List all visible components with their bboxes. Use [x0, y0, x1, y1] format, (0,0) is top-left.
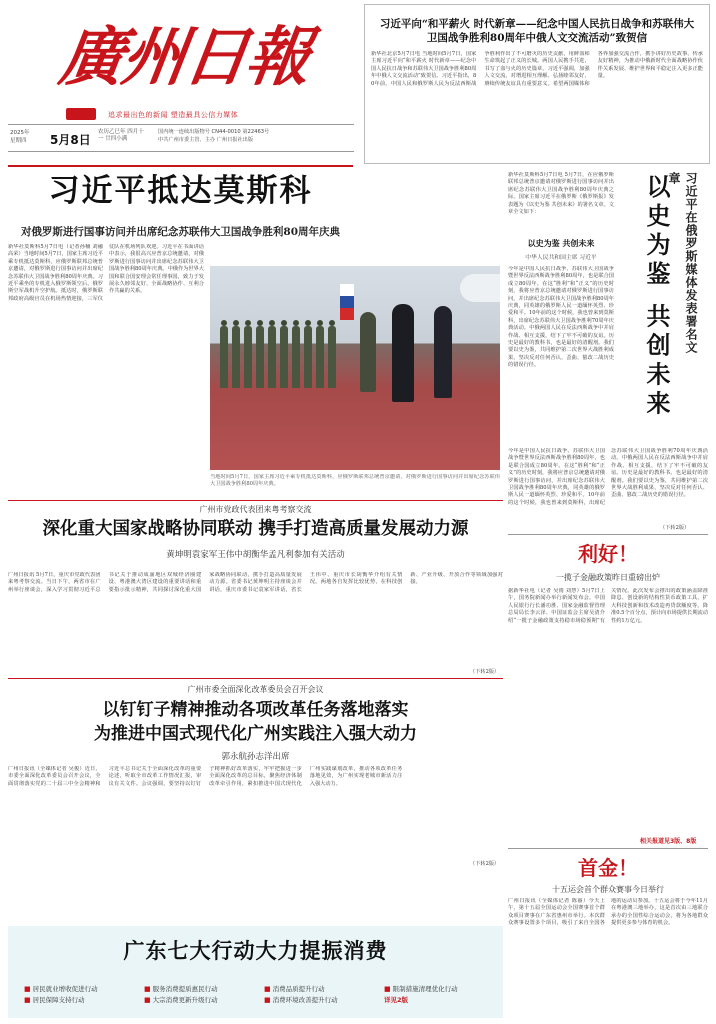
section-divider-1: [8, 500, 503, 501]
masthead-weekday: 星期四: [10, 138, 27, 144]
article-big-title: 以史为鉴 共创未来: [642, 174, 671, 420]
header-divider: [8, 165, 353, 167]
sports-subheadline: 十五运会首个群众赛事今日举行: [552, 885, 664, 894]
article-intro: 新华社莫斯科5月7日电 5月7日，在应俄罗斯联邦总统普京邀请对俄罗斯进行国事访问并出席纪念苏联伟大卫国战争胜利80周年庆典之际，国家主席习近平在俄罗斯《俄罗斯报》发表题为《以史为鉴 共创未来》的署名文章。文章全文如下：: [508, 172, 614, 216]
chongqing-footer: （下转2版）: [470, 669, 500, 675]
reform-kicker: 广州市委全面深化改革委员会召开会议: [187, 685, 324, 694]
finance-body: 据新华社电（记者 吴雨 刘慧）5月7日上午，国务院新闻办举行新闻发布会。中国人民银行行长潘功胜、国家金融监督管理总局局长李云泽、中国证监会主席吴清介绍“一揽子金融政策支持稳市场稳预期”有关情况。此次发布会推出的政策涵盖降准降息、创设新的结构性货币政策工具、扩大科技创新和技术改造再贷款额度等。降准0.5个百分点，预计向市场提供长期流动性约1万亿元。: [508, 588, 708, 624]
sports-body: 广州日报讯（全媒体记者 陈丽）今天上午，第十五届全国运动会全国赛事首个群众项目赛事在广东省惠州市举行。本次群众赛事设置多个项目，吸引了来自全国各地的运动员参加。十五运会将于今年11月在粤港澳三地举办，这是首次由三地联合承办的全国性综合运动会，将为各地群众提供更多参与体育的机会。: [508, 898, 708, 927]
consumption-item: ■ 服务消费提质惠民行动: [144, 984, 254, 993]
finance-divider: [508, 534, 708, 535]
lead-subheadline: 对俄罗斯进行国事访问并出席纪念苏联伟大卫国战争胜利80周年庆典: [20, 226, 341, 238]
article-footer: （下转2版）: [660, 525, 690, 531]
masthead-publisher: 中共广州市委主管、主办 广州日报社出版: [158, 137, 254, 143]
lead-body-text: 新华社莫斯科5月7日电（记者孙楠 刘融 高荣）当地时间5月7日，国家主席习近平乘专机抵达莫斯科，应俄罗斯联邦总统普京邀请，对俄罗斯进行国事访问并出席纪念苏联伟大卫国战争胜利80周年庆典。习近平乘坐的专机进入俄罗斯领空后，俄罗斯空军战机升空护航。抵达时，俄罗斯联邦政府高级官员在机场热情迎接，三军仪仗队在机场列队欢迎。习近平在书面讲话中表示，我很高兴应普京总统邀请，对俄罗斯进行国事访问并出席纪念苏联伟大卫国战争胜利80周年庆典。中俄作为世界大国和联合国安理会常任理事国，致力于发展永久睦邻友好、全面战略协作、互利合作共赢的关系。: [8, 244, 204, 302]
lead-photo: [210, 266, 500, 470]
chongqing-body: 广州日报讯 5月7日，重庆市党政代表团来粤考察交流。当日下午，两省市在广州举行座谈会，深入学习贯彻习近平总书记关于推动成渝地区双城经济圈建设、粤港澳大湾区建设的重要讲话和重要指示批示精神，共同探讨深化重大国家战略协同联动，携手打造高质量发展动力源。省委书记黄坤明主持座谈会并讲话，重庆市委书记袁家军讲话，省长王伟中、重庆市长胡衡华介绍有关情况。两地各自发挥比较优势，在科技创新、产业升级、开放合作等领域加强对接。: [8, 572, 503, 593]
chongqing-subheadline: 黄坤明袁家军王伟中胡衡华孟凡利参加有关活动: [166, 550, 345, 560]
consumption-item: ■ 消费品质提升行动: [264, 984, 374, 993]
leader-figure: [392, 304, 414, 402]
chongqing-kicker: 广州市党政代表团来粤考察交流: [199, 505, 312, 514]
reform-headline-1: 以钉钉子精神推动各项改革任务落地落实: [102, 700, 409, 720]
section-divider-2: [8, 678, 503, 679]
top-right-headline: 习近平向“和平薪火 时代新章——纪念中国人民抗日战争和苏联伟大卫国战争胜利80周年中俄人文交流活动”致贺信: [379, 18, 695, 44]
consumption-item: ■ 消费环境改善提升行动: [264, 995, 374, 1004]
consumption-item: ■ 限制措施清理优化行动: [384, 984, 494, 993]
newspaper-logo: 廣州日報: [54, 20, 314, 95]
honor-guard: [220, 266, 340, 406]
article-subtitle: 以史为鉴 共创未来: [527, 238, 595, 248]
airplane-shape: [460, 274, 500, 302]
official-figure: [434, 306, 452, 398]
consumption-item: ■ 大宗消费更新升级行动: [144, 995, 254, 1004]
sports-divider: [508, 848, 708, 849]
finance-headline: 利好！: [578, 542, 638, 566]
consumption-see-page-link[interactable]: 详见2版: [384, 996, 409, 1004]
reform-body: 广州日报讯（全媒体记者 吴俊）近日，市委全面深化改革委员会召开会议，全面贯彻落实党的二十届三中全会精神和习近平总书记关于全面深化改革的重要论述，听取全市改革工作情况汇报，审议有关文件。会议强调，要坚持以钉钉子精神抓好改革落实，牢牢把握进一步全面深化改革的总目标，聚焦经济体制改革牵引作用，紧扣推进中国式现代化广州实践谋划改革，推动各项改革任务落地见效，为广州实现老城市新活力注入强大动力。: [8, 766, 403, 787]
consumption-item-list: [24, 984, 494, 1004]
reform-footer: （下转2版）: [470, 861, 500, 867]
russian-flag: [340, 284, 354, 320]
article-body: 今年是中国人民抗日战争、苏联伟大卫国战争暨世界反法西斯战争胜利80周年，也是联合国成立80周年。在这“胜利”和“正义”的历史时刻，我将应普京总统邀请对俄罗斯进行国事访问，并出席纪念苏联伟大卫国战争胜利80周年庆典，同英雄的俄罗斯人民一道缅怀英烈、珍爱和平。10年前的这个时候，我也曾来到莫斯科，出席纪念苏联伟大卫国战争胜利70周年庆典活动。中俄两国人民在反法西斯战争中并肩作战、相互支援，结下了牢不可破的友谊。历史是最好的教科书，也是最好的清醒剂。我们要以史为鉴，共同维护第二次世界大战胜利成果，坚决反对任何否认、歪曲、篡改二战历史的错误行径。: [508, 266, 614, 369]
consumption-item: ■ 居民就业增收促进行动: [24, 984, 134, 993]
consumption-banner: [8, 926, 503, 1018]
lead-headline: 习近平抵达莫斯科: [48, 173, 313, 209]
masthead-dateline: [8, 124, 354, 152]
consumption-headline: 广东七大行动大力提振消费: [123, 938, 388, 963]
masthead-codes: 国内统一连续出版物号 CN44-0010 第22463号: [158, 129, 270, 135]
finance-related-note: 相关报道见3版、8版: [640, 838, 697, 845]
finance-subheadline: 一揽子金融政策昨日重磅出炉: [556, 573, 660, 582]
logo-seal-icon: [66, 108, 96, 120]
top-right-body: 新华社北京5月7日电 当地时间5月7日，国家主席习近平向“和平薪火 时代新章——纪念中国人民抗日战争和苏联伟大卫国战争胜利80周年中俄人文交流活动”致贺信。习近平指出，80年前，中国人民和俄罗斯人民为反法西斯战争胜利作出了不可磨灭的历史贡献，用鲜血和生命筑起了正义的长城。两国人民携手共进，书写了血与火的历史篇章。习近平强调，加强人文交流，对增进相互理解、弘扬睦邻友好、赓续传统友谊具有重要意义。希望两国媒体和各界加强交流合作，携手讲好历史故事、传承友好精神，为推动中俄新时代全面战略协作伙伴关系发展、维护世界和平稳定注入更多正能量。: [371, 51, 703, 87]
article-author: 中华人民共和国主席 习近平: [525, 255, 597, 261]
consumption-item: ■ 居民保障支持行动: [24, 995, 134, 1004]
lead-photo-caption: 当地时间5月7日，国家主席习近平乘专机抵达莫斯科，应俄罗斯联邦总统普京邀请，对俄罗斯进行国事访问并出席纪念苏联伟大卫国战争胜利80周年庆典。: [210, 474, 500, 488]
chongqing-headline: 深化重大国家战略协同联动 携手打造高质量发展动力源: [42, 519, 469, 539]
reform-byline: 郭永航孙志洋出席: [221, 752, 290, 762]
sports-headline: 首金！: [578, 856, 638, 880]
masthead-year: 2025年: [10, 130, 30, 136]
article-vertical-title: 习近平在俄罗斯媒体发表署名文章: [667, 172, 698, 354]
masthead-slogan: 追求最出色的新闻 塑造最具公信力媒体: [108, 111, 239, 119]
reform-headline-2: 为推进中国式现代化广州实践注入强大动力: [94, 724, 417, 744]
article-body-continued: 今年是中国人民抗日战争、苏联伟大卫国战争暨世界反法西斯战争胜利80周年，也是联合国成立80周年。在这“胜利”和“正义”的历史时刻，我将应普京总统邀请对俄罗斯进行国事访问，并出席纪念苏联伟大卫国战争胜利80周年庆典，同英雄的俄罗斯人民一道缅怀英烈、珍爱和平。10年前的这个时候，我也曾来到莫斯科，出席纪念苏联伟大卫国战争胜利70周年庆典活动。中俄两国人民在反法西斯战争中并肩作战、相互支援，结下了牢不可破的友谊。历史是最好的教科书，也是最好的清醒剂。我们要以史为鉴，共同维护第二次世界大战胜利成果，坚决反对任何否认、歪曲、篡改二战历史的错误行径。: [508, 448, 708, 506]
top-right-news-box: [364, 4, 710, 164]
masthead-date: 5月8日: [50, 133, 91, 147]
masthead-lunar: 农历乙巳年 四月十一 廿四小满: [98, 129, 144, 142]
guard-figure: [360, 312, 376, 392]
